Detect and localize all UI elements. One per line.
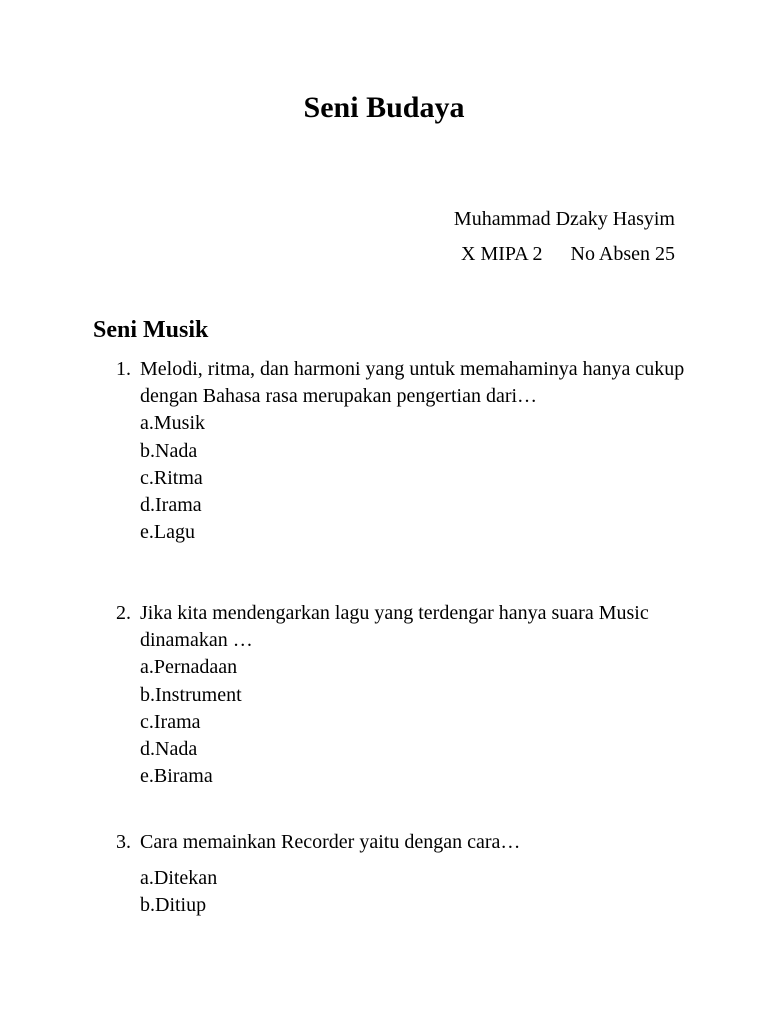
answer-option: d.Nada [140,738,198,761]
class-info [454,237,675,272]
answer-option: e.Birama [140,765,213,788]
question-number: 3. [116,831,131,853]
answer-option: d.Irama [140,494,202,517]
answer-option: a.Pernadaan [140,656,238,679]
answer-option: b.Instrument [140,683,242,706]
answer-option: e.Lagu [140,521,195,544]
author-info [454,202,675,272]
answer-option: a.Musik [140,412,205,435]
absen-number: No Absen 25 [570,243,675,265]
answer-option: b.Ditiup [140,894,207,917]
question-text: Jika kita mendengarkan lagu yang terdengar hanya suara Music dinamakan … [140,602,649,652]
question-item [116,356,696,546]
answer-options [116,865,696,919]
question-text: Melodi, ritma, dan harmoni yang untuk memahaminya hanya cukup dengan Bahasa rasa merupakan pengertian dari… [140,358,685,408]
answer-options [116,410,696,546]
answer-option: c.Irama [140,710,201,733]
answer-option: b.Nada [140,439,198,462]
question-item [116,600,696,790]
question-number: 2. [116,602,131,624]
answer-options [116,654,696,790]
class-name: X MIPA 2 [461,243,543,265]
question-text: Cara memainkan Recorder yaitu dengan cara… [140,831,521,853]
question-item [116,829,696,920]
author-name: Muhammad Dzaky Hasyim [453,208,675,230]
document-title: Seni Budaya [303,91,465,124]
answer-option: a.Ditekan [140,867,218,890]
section-title: Seni Musik [93,317,209,343]
question-number: 1. [116,358,131,380]
answer-option: c.Ritma [140,466,203,489]
